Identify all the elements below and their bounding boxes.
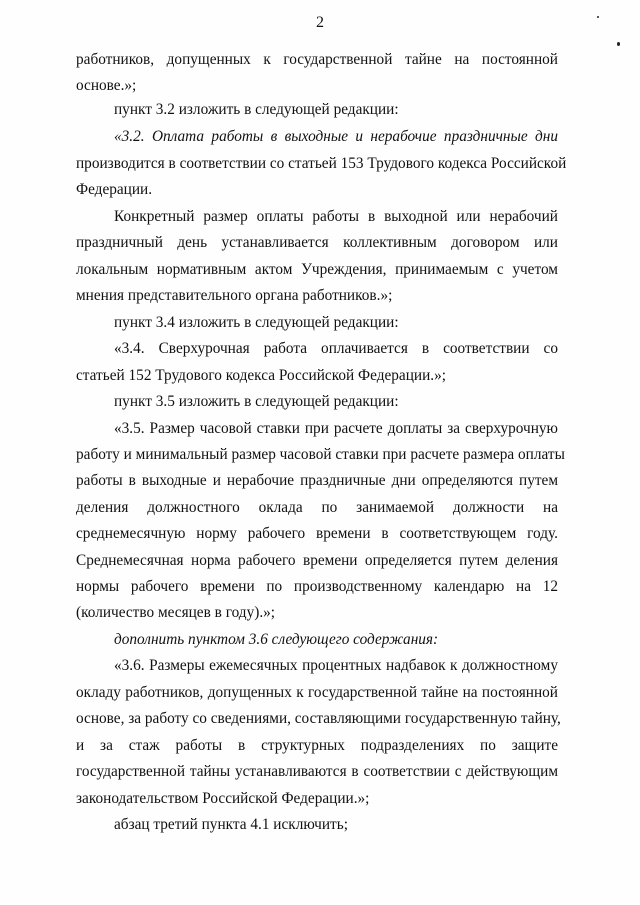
text-line: окладу работников, допущенных к государственной тайне на постоянной <box>76 684 558 701</box>
text-line: государственной тайны устанавливаются в соответствии с действующим <box>76 763 558 780</box>
text-line: основе, за работу со сведениями, составляющими государственную тайну, <box>76 710 561 727</box>
text-line: (количество месяцев в году).»; <box>76 604 276 621</box>
text-line: Среднемесячная норма рабочего времени определяется путем деления <box>76 552 558 569</box>
text-line: «3.6. Размеры ежемесячных процентных надбавок к должностному <box>114 657 558 674</box>
text-line: локальным нормативным актом Учреждения, принимаемым с учетом <box>76 261 558 278</box>
text-line: «3.2. Оплата работы в выходные и нерабочие праздничные дни <box>114 128 558 145</box>
text-line: работу и минимальный размер часовой ставки при расчете размера оплаты <box>76 446 565 463</box>
text-line: пункт 3.4 изложить в следующей редакции: <box>114 314 399 331</box>
text-line: пункт 3.2 изложить в следующей редакции: <box>114 101 399 118</box>
text-line: законодательством Российской Федерации.»; <box>76 790 370 807</box>
text-line: статьей 152 Трудового кодекса Российской Федерации.»; <box>76 367 446 384</box>
text-line: деления должностного оклада по занимаемой должности на <box>76 499 558 516</box>
text-line: нормы рабочего времени по производственному календарю на 12 <box>76 578 558 595</box>
text-line: работы в выходные и нерабочие праздничные дни определяются путем <box>76 472 558 489</box>
text-line: дополнить пунктом 3.6 следующего содержания: <box>114 631 439 648</box>
text-line: праздничный день устанавливается коллективным договором или <box>76 234 558 251</box>
scan-speck <box>597 16 599 18</box>
text-line: Федерации. <box>76 181 153 198</box>
text-line: «3.5. Размер часовой ставки при расчете доплаты за сверхурочную <box>114 420 558 437</box>
scan-speck <box>617 42 620 46</box>
text-line: работников, допущенных к государственной тайне на постоянной <box>76 51 558 68</box>
text-line: Конкретный размер оплаты работы в выходной или нерабочий <box>114 208 558 225</box>
text-line: мнения представительного органа работников.»; <box>76 287 393 304</box>
text-line: «3.4. Сверхурочная работа оплачивается в соответствии со <box>114 340 558 357</box>
text-line: среднемесячную норму рабочего времени в соответствующем году. <box>76 525 558 542</box>
text-line: абзац третий пункта 4.1 исключить; <box>114 816 348 833</box>
text-line: и за стаж работы в структурных подразделениях по защите <box>76 737 558 754</box>
text-line: основе.»; <box>76 77 137 94</box>
text-line: производится в соответствии со статьей 153 Трудового кодекса Российской <box>76 155 567 172</box>
page-number: 2 <box>316 14 324 31</box>
text-line: пункт 3.5 изложить в следующей редакции: <box>114 393 399 410</box>
